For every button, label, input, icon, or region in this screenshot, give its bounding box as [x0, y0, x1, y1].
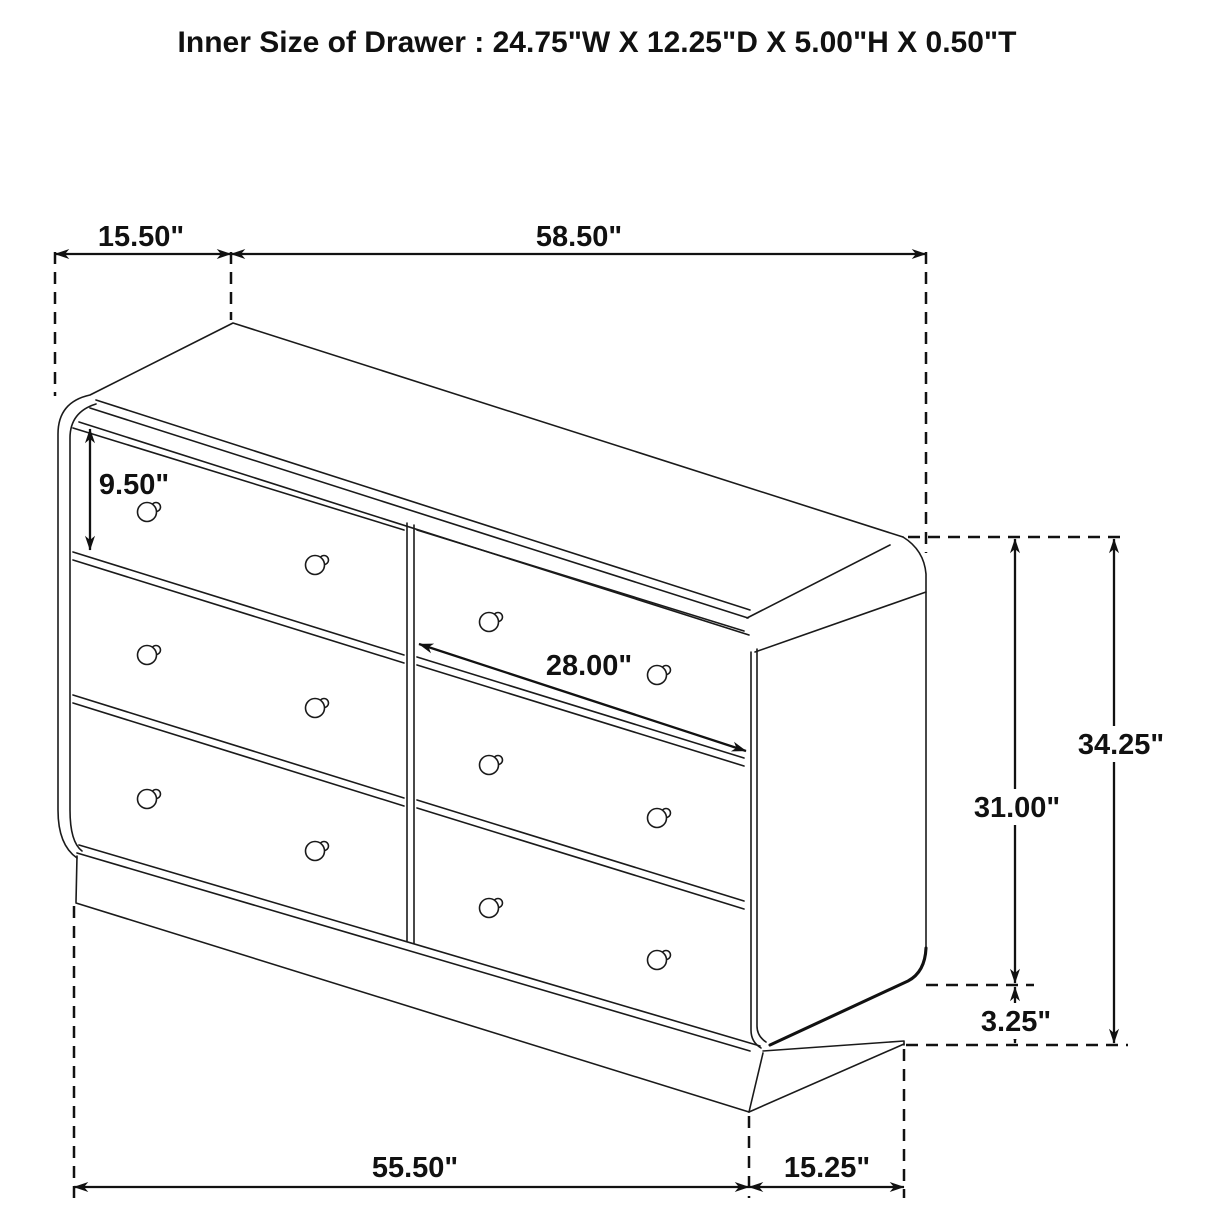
top-slab-right-end	[755, 537, 926, 652]
case-bottom-left-cap	[76, 856, 77, 902]
drawer-top-edge-right	[417, 530, 744, 631]
top-front-edge-lower	[90, 408, 748, 618]
drawer-knob	[480, 613, 503, 632]
case-outline-left-top	[58, 323, 903, 858]
top-right-tangent	[747, 545, 890, 618]
dim-label-overall-height: 34.25"	[1077, 729, 1165, 761]
drawer-knob	[480, 899, 503, 918]
dimension-lines	[55, 254, 1114, 1187]
plinth-side-top-edge	[763, 1041, 904, 1051]
plinth-side-bottom-edge	[749, 1044, 904, 1112]
case-front-right-edge	[751, 652, 761, 1048]
dim-label-base-front-width: 55.50"	[371, 1152, 459, 1184]
dim-label-top-depth: 15.50"	[97, 221, 185, 253]
case-left-inner-edge	[70, 404, 96, 851]
side-panel-bottom-edge	[770, 948, 926, 1045]
dim-label-drawer-inner-width: 28.00"	[545, 650, 633, 682]
drawer-knob	[306, 699, 329, 718]
drawer-knob	[648, 809, 671, 828]
dresser-drawing	[58, 323, 926, 1112]
dim-label-base-side-depth: 15.25"	[783, 1152, 871, 1184]
top-front-edge	[96, 400, 750, 610]
dim-label-top-width: 58.50"	[535, 221, 623, 253]
drawer-knobs	[138, 503, 671, 970]
drawer-knob	[138, 790, 161, 809]
dim-label-case-height: 31.00"	[973, 792, 1061, 824]
drawer-knob	[648, 666, 671, 685]
case-front-right-edge-inner	[757, 649, 766, 1042]
drawer-dividers-left-column	[73, 552, 404, 806]
drawer-knob	[648, 951, 671, 970]
plinth-front-right-edge	[749, 1053, 763, 1112]
dimension-annotations	[55, 221, 1182, 1198]
drawer-knob	[306, 556, 329, 575]
extension-lines	[55, 252, 1128, 1198]
drawer-knob	[306, 842, 329, 861]
page-title: Inner Size of Drawer : 24.75"W X 12.25"D X 5.00"H X 0.50"T	[177, 26, 1017, 59]
dim-label-base-height: 3.25"	[980, 1006, 1052, 1038]
drawer-knob	[480, 756, 503, 775]
drawer-knob	[138, 503, 161, 522]
drawer-knob	[138, 646, 161, 665]
drawer-dividers-right-column	[417, 657, 744, 909]
dim-label-drawer-front-height: 9.50"	[98, 469, 170, 501]
plinth-front-bottom-edge	[76, 903, 749, 1112]
